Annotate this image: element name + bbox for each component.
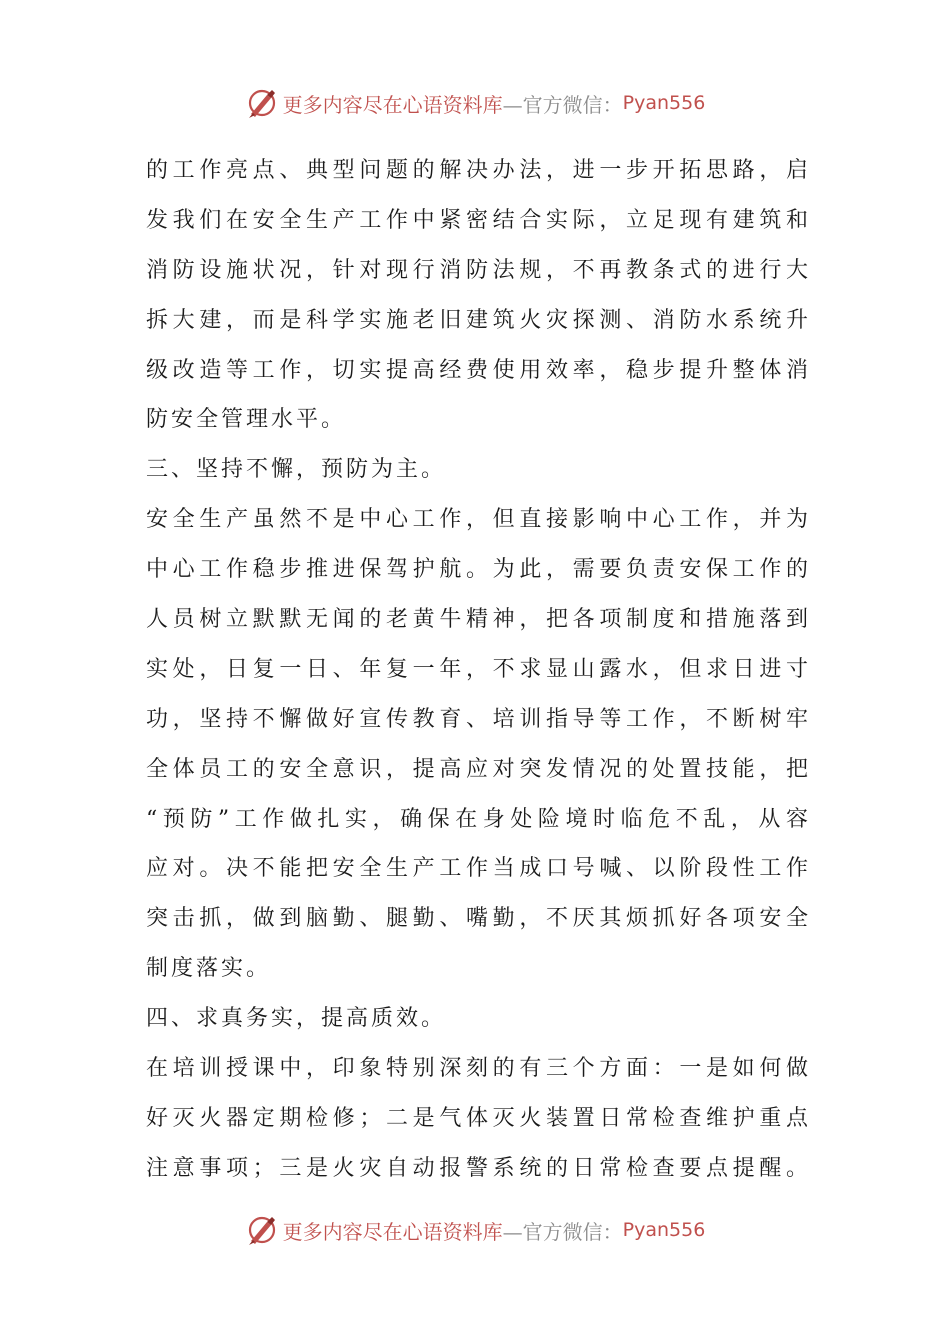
text-line: 拆大建，而是科学实施老旧建筑火灾探测、消防水系统升 bbox=[146, 307, 808, 333]
pen-logo-icon bbox=[245, 1213, 279, 1247]
text-line: 三、坚持不懈，预防为主。 bbox=[146, 457, 447, 483]
document-body bbox=[146, 146, 808, 1194]
banner-wechat-label: —官方微信： bbox=[502, 92, 623, 117]
pen-logo-icon bbox=[245, 86, 279, 120]
text-line: 发我们在安全生产工作中紧密结合实际，立足现有建筑和 bbox=[146, 207, 808, 233]
text-line: 突击抓，做到脑勤、腿勤、嘴勤，不厌其烦抓好各项安全 bbox=[146, 906, 808, 932]
text-line: 在培训授课中，印象特别深刻的有三个方面：一是如何做 bbox=[146, 1056, 808, 1082]
text-line: 四、求真务实，提高质效。 bbox=[146, 1006, 447, 1032]
footer-banner bbox=[0, 1208, 950, 1252]
text-line: 全体员工的安全意识，提高应对突发情况的处置技能，把 bbox=[146, 756, 808, 782]
banner-wechat-id: Pyan556 bbox=[622, 1219, 706, 1241]
text-line: 安全生产虽然不是中心工作，但直接影响中心工作，并为 bbox=[146, 507, 808, 533]
text-line: 级改造等工作，切实提高经费使用效率，稳步提升整体消 bbox=[146, 357, 808, 383]
header-banner bbox=[0, 81, 950, 125]
text-line: 防安全管理水平。 bbox=[146, 407, 347, 433]
text-line: 好灭火器定期检修；二是气体灭火装置日常检查维护重点 bbox=[146, 1105, 808, 1131]
banner-site-name: 更多内容尽在心语资料库 bbox=[282, 92, 503, 117]
text-line: 应对。决不能把安全生产工作当成口号喊、以阶段性工作 bbox=[146, 856, 808, 882]
text-line: 制度落实。 bbox=[146, 956, 272, 982]
text-line: 消防设施状况，针对现行消防法规，不再教条式的进行大 bbox=[146, 257, 808, 283]
banner-wechat-id: Pyan556 bbox=[622, 92, 706, 114]
text-line: 人员树立默默无闻的老黄牛精神，把各项制度和措施落到 bbox=[146, 607, 808, 633]
text-line: 注意事项；三是火灾自动报警系统的日常检查要点提醒。 bbox=[146, 1155, 808, 1181]
text-line: “预防”工作做扎实，确保在身处险境时临危不乱，从容 bbox=[146, 806, 808, 832]
text-line: 的工作亮点、典型问题的解决办法，进一步开拓思路，启 bbox=[146, 158, 808, 183]
text-line: 实处，日复一日、年复一年，不求显山露水，但求日进寸 bbox=[146, 656, 808, 682]
text-line: 功，坚持不懈做好宣传教育、培训指导等工作，不断树牢 bbox=[146, 706, 808, 732]
banner-wechat-label: —官方微信： bbox=[502, 1219, 623, 1244]
text-line: 中心工作稳步推进保驾护航。为此，需要负责安保工作的 bbox=[146, 557, 808, 583]
banner-site-name: 更多内容尽在心语资料库 bbox=[282, 1219, 503, 1244]
